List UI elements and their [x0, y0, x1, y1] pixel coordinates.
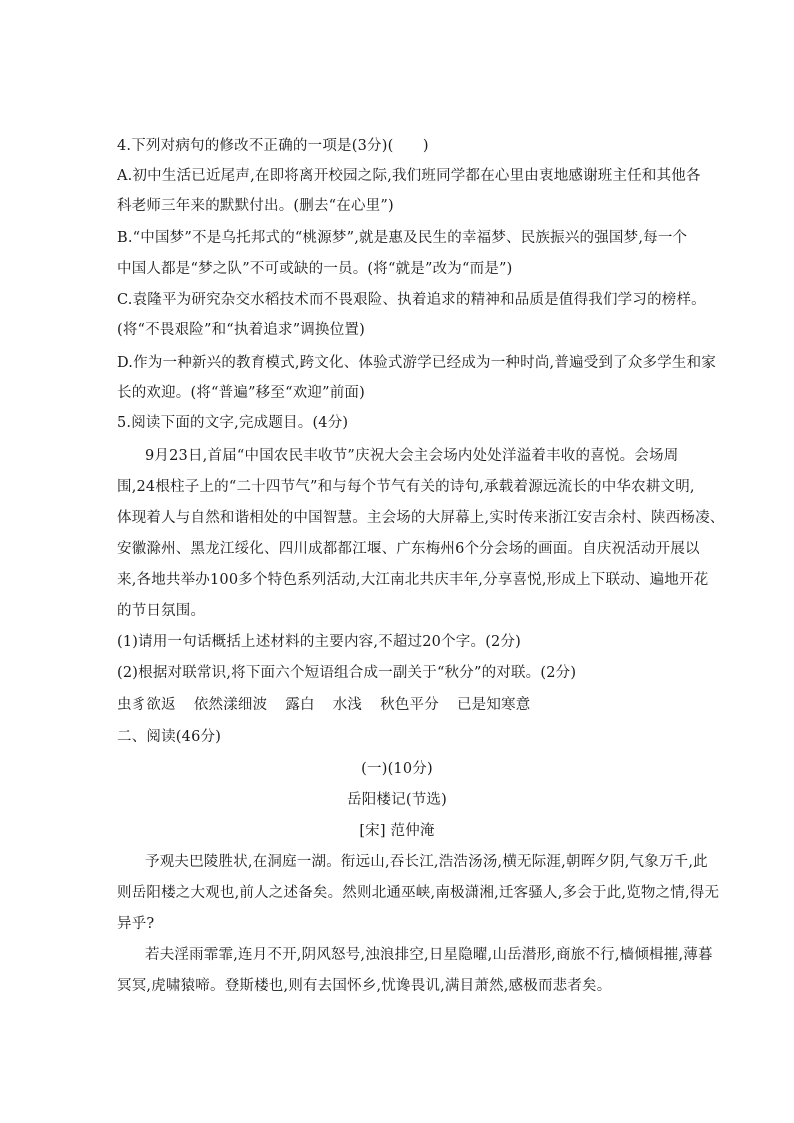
phrase: 已是知寒意: [456, 697, 531, 713]
phrase: 虫豸欲返: [117, 697, 176, 713]
sub-question-2: (2)根据对联常识,将下面六个短语组合成一副关于“秋分”的对联。(2分): [117, 665, 577, 681]
option-a-line-2: 科老师三年来的默默付出。(删去“在心里”): [117, 198, 394, 214]
essay-para1-line1: 予观夫巴陵胜状,在洞庭一湖。衔远山,吞长江,浩浩汤汤,横无际涯,朝晖夕阴,气象万千,此: [145, 854, 708, 870]
phrase: 露白: [285, 697, 315, 713]
sub-question-1: (1)请用一句话概括上述材料的主要内容,不超过20个字。(2分): [117, 634, 522, 650]
question-4-stem: 4.下列对病句的修改不正确的一项是(3分)( ): [117, 138, 429, 154]
phrase: 秋色平分: [380, 697, 439, 713]
essay-para1-line3: 异乎?: [117, 916, 155, 932]
option-d-line-2: 长的欢迎。(将“普遍”移至“欢迎”前面): [117, 385, 365, 401]
phrase-list: [117, 695, 677, 715]
passage-line-5: 来,各地共举办100多个特色系列活动,大江南北共庆丰年,分享喜悦,形成上下联动、遍地开花: [117, 572, 709, 588]
passage-line-1: 9月23日,首届“中国农民丰收节”庆祝大会主会场内处处洋溢着丰收的喜悦。会场周: [145, 448, 679, 464]
essay-author: [宋] 范仲淹: [359, 823, 435, 839]
essay-para1-line2: 则岳阳楼之大观也,前人之述备矣。然则北通巫峡,南极潇湘,迁客骚人,多会于此,览物之情,得无: [117, 885, 720, 901]
essay-para2-line2: 冥冥,虎啸猿啼。登斯楼也,则有去国怀乡,忧谗畏讥,满目萧然,感极而悲者矣。: [117, 978, 612, 994]
passage-line-2: 围,24根柱子上的“二十四节气”和与每个节气有关的诗句,承载着源远流长的中华农耕文明,: [117, 479, 695, 495]
question-5-stem: 5.阅读下面的文字,完成题目。(4分): [117, 415, 349, 431]
option-b-line-2: 中国人都是“梦之队”不可或缺的一员。(将“就是”改为“而是”): [117, 261, 513, 277]
phrase: 水浅: [332, 697, 363, 713]
passage-line-3: 体现着人与自然和谐相处的中国智慧。主会场的大屏幕上,实时传来浙江安吉余村、陕西杨凌、: [117, 510, 725, 526]
essay-para2-line1: 若夫淫雨霏霏,连月不开,阴风怒号,浊浪排空,日星隐曜,山岳潜形,商旅不行,樯倾楫摧,薄暮: [145, 947, 713, 963]
option-c-line-1: C.袁隆平为研究杂交水稻技术而不畏艰险、执着追求的精神和品质是值得我们学习的榜样。: [117, 292, 706, 308]
section-heading: 二、阅读(46分): [117, 729, 222, 745]
passage-line-4: 安徽滁州、黑龙江绥化、四川成都都江堰、广东梅州6个分会场的画面。自庆祝活动开展以: [117, 541, 700, 557]
option-c-line-2: (将“不畏艰险”和“执着追求”调换位置): [117, 322, 365, 338]
option-d-line-1: D.作为一种新兴的教育模式,跨文化、体验式游学已经成为一种时尚,普遍受到了众多学生和家: [117, 355, 717, 371]
part-label: (一)(10分): [361, 761, 433, 777]
option-b-line-1: B.“中国梦”不是乌托邦式的“桃源梦”,就是惠及民生的幸福梦、民族振兴的强国梦,每一个: [117, 230, 688, 246]
passage-line-6: 的节日氛围。: [117, 603, 206, 619]
phrase: 依然漾细波: [193, 697, 268, 713]
essay-title: 岳阳楼记(节选): [347, 792, 447, 808]
option-a-line-1: A.初中生活已近尾声,在即将离开校园之际,我们班同学都在心里由衷地感谢班主任和其他各: [117, 168, 701, 184]
